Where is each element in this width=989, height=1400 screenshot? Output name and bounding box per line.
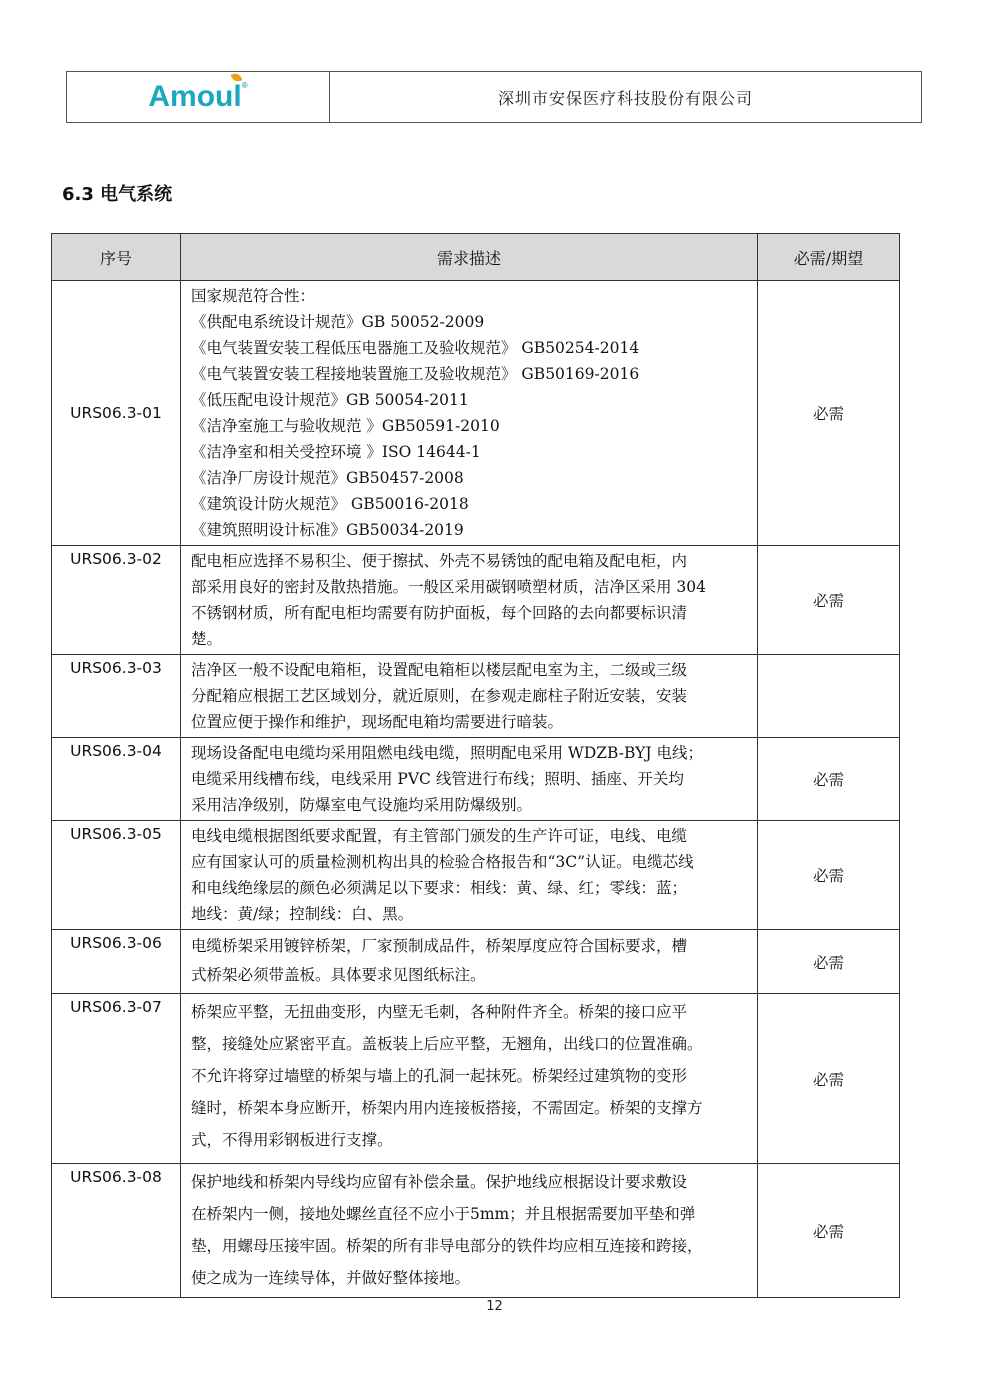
description-line: 部采用良好的密封及散热措施。一般区采用碳钢喷塑材质，洁净区采用 304 [191, 578, 707, 596]
requirement-type: 必需 [758, 546, 900, 655]
description-line: 整，接缝处应紧密平直。盖板装上后应平整，无翘角，出线口的位置准确。 [191, 1035, 703, 1053]
description-line: 电缆采用线槽布线，电线采用 PVC 线管进行布线；照明、插座、开关均 [191, 770, 684, 788]
description-line: 国家规范符合性： [191, 287, 316, 305]
requirement-id: URS06.3-06 [52, 930, 181, 994]
description-line: 不锈钢材质，所有配电柜均需要有防护面板，每个回路的去向都要标识清 [191, 604, 688, 622]
requirement-description [181, 281, 758, 546]
requirement-type: 必需 [758, 1164, 900, 1298]
description-line: 楚。 [191, 630, 223, 648]
requirement-description [181, 1164, 758, 1298]
section-title: 6.3 电气系统 [62, 184, 173, 205]
description-line: 位置应便于操作和维护，现场配电箱均需要进行暗装。 [191, 713, 564, 731]
requirement-type: 必需 [758, 738, 900, 821]
description-line: 式桥架必须带盖板。具体要求见图纸标注。 [191, 966, 486, 984]
requirement-type: 必需 [758, 930, 900, 994]
description-line: 《供配电系统设计规范》GB 50052-2009 [191, 313, 485, 331]
requirement-description [181, 994, 758, 1164]
description-line: 《电气装置安装工程低压电器施工及验收规范》 GB50254-2014 [191, 339, 640, 357]
header-id: 序号 [52, 234, 181, 281]
table-row [52, 738, 900, 821]
requirement-description [181, 738, 758, 821]
description-line: 《低压配电设计规范》GB 50054-2011 [191, 391, 469, 409]
description-line: 式，不得用彩钢板进行支撑。 [191, 1131, 393, 1149]
description-line: 配电柜应选择不易积尘、便于擦拭、外壳不易锈蚀的配电箱及配电柜，内 [191, 552, 688, 570]
requirement-id: URS06.3-05 [52, 821, 181, 930]
description-line: 和电线绝缘层的颜色必须满足以下要求：相线：黄、绿、红；零线：蓝； [191, 879, 688, 897]
page-header [66, 71, 922, 123]
page-number: 12 [486, 1299, 503, 1314]
logo-text: Amoul [148, 80, 242, 113]
requirement-id: URS06.3-04 [52, 738, 181, 821]
description-line: 洁净区一般不设配电箱柜，设置配电箱柜以楼层配电室为主，二级或三级 [191, 661, 688, 679]
description-line: 地线：黄/绿；控制线：白、黑。 [191, 905, 414, 923]
description-line: 在桥架内一侧，接地处螺丝直径不应小于5mm；并且根据需要加平垫和弹 [191, 1205, 696, 1223]
requirement-type: 必需 [758, 994, 900, 1164]
description-line: 电缆桥架采用镀锌桥架，厂家预制成品件，桥架厚度应符合国标要求，槽 [191, 937, 688, 955]
registered-mark: ® [241, 81, 248, 90]
table-row [52, 930, 900, 994]
requirements-table [51, 233, 900, 1298]
requirement-description [181, 655, 758, 738]
requirement-description [181, 821, 758, 930]
requirement-id: URS06.3-01 [52, 281, 181, 546]
header-description: 需求描述 [181, 234, 758, 281]
description-line: 《洁净室和相关受控环境 》ISO 14644-1 [191, 443, 481, 461]
requirement-type: 必需 [758, 821, 900, 930]
header-requirement-type: 必需/期望 [758, 234, 900, 281]
table-row [52, 281, 900, 546]
requirement-id: URS06.3-07 [52, 994, 181, 1164]
requirement-description [181, 546, 758, 655]
requirement-type [758, 655, 900, 738]
description-line: 《建筑照明设计标准》GB50034-2019 [191, 521, 464, 539]
description-line: 缝时，桥架本身应断开，桥架内用内连接板搭接，不需固定。桥架的支撑方 [191, 1099, 703, 1117]
table-row [52, 821, 900, 930]
table-row [52, 546, 900, 655]
requirement-id: URS06.3-02 [52, 546, 181, 655]
description-line: 现场设备配电电缆均采用阻燃电线电缆，照明配电采用 WDZB-BYJ 电线； [191, 744, 703, 762]
description-line: 垫，用螺母压接牢固。桥架的所有非导电部分的铁件均应相互连接和跨接， [191, 1237, 703, 1255]
table-row [52, 1164, 900, 1298]
table-header-row [52, 234, 900, 281]
description-line: 分配箱应根据工艺区域划分，就近原则，在参观走廊柱子附近安装，安装 [191, 687, 688, 705]
description-line: 《建筑设计防火规范》 GB50016-2018 [191, 495, 469, 513]
description-line: 保护地线和桥架内导线均应留有补偿余量。保护地线应根据设计要求敷设 [191, 1173, 688, 1191]
description-line: 桥架应平整，无扭曲变形，内壁无毛刺，各种附件齐全。桥架的接口应平 [191, 1003, 688, 1021]
requirement-id: URS06.3-03 [52, 655, 181, 738]
requirement-description [181, 930, 758, 994]
company-logo [148, 82, 247, 112]
description-line: 使之成为一连续导体，并做好整体接地。 [191, 1269, 471, 1287]
description-line: 《洁净室施工与验收规范 》GB50591-2010 [191, 417, 500, 435]
description-line: 应有国家认可的质量检测机构出具的检验合格报告和“3C”认证。电缆芯线 [191, 853, 694, 871]
description-line: 《电气装置安装工程接地装置施工及验收规范》 GB50169-2016 [191, 365, 640, 383]
requirement-type: 必需 [758, 281, 900, 546]
table-row [52, 655, 900, 738]
description-line: 电线电缆根据图纸要求配置，有主管部门颁发的生产许可证，电线、电缆 [191, 827, 688, 845]
table-row [52, 994, 900, 1164]
description-line: 采用洁净级别，防爆室电气设施均采用防爆级别。 [191, 796, 533, 814]
description-line: 不允许将穿过墙壁的桥架与墙上的孔洞一起抹死。桥架经过建筑物的变形 [191, 1067, 688, 1085]
company-name: 深圳市安保医疗科技股份有限公司 [497, 88, 753, 108]
logo-cell [67, 72, 330, 122]
requirement-id: URS06.3-08 [52, 1164, 181, 1298]
description-line: 《洁净厂房设计规范》GB50457-2008 [191, 469, 464, 487]
